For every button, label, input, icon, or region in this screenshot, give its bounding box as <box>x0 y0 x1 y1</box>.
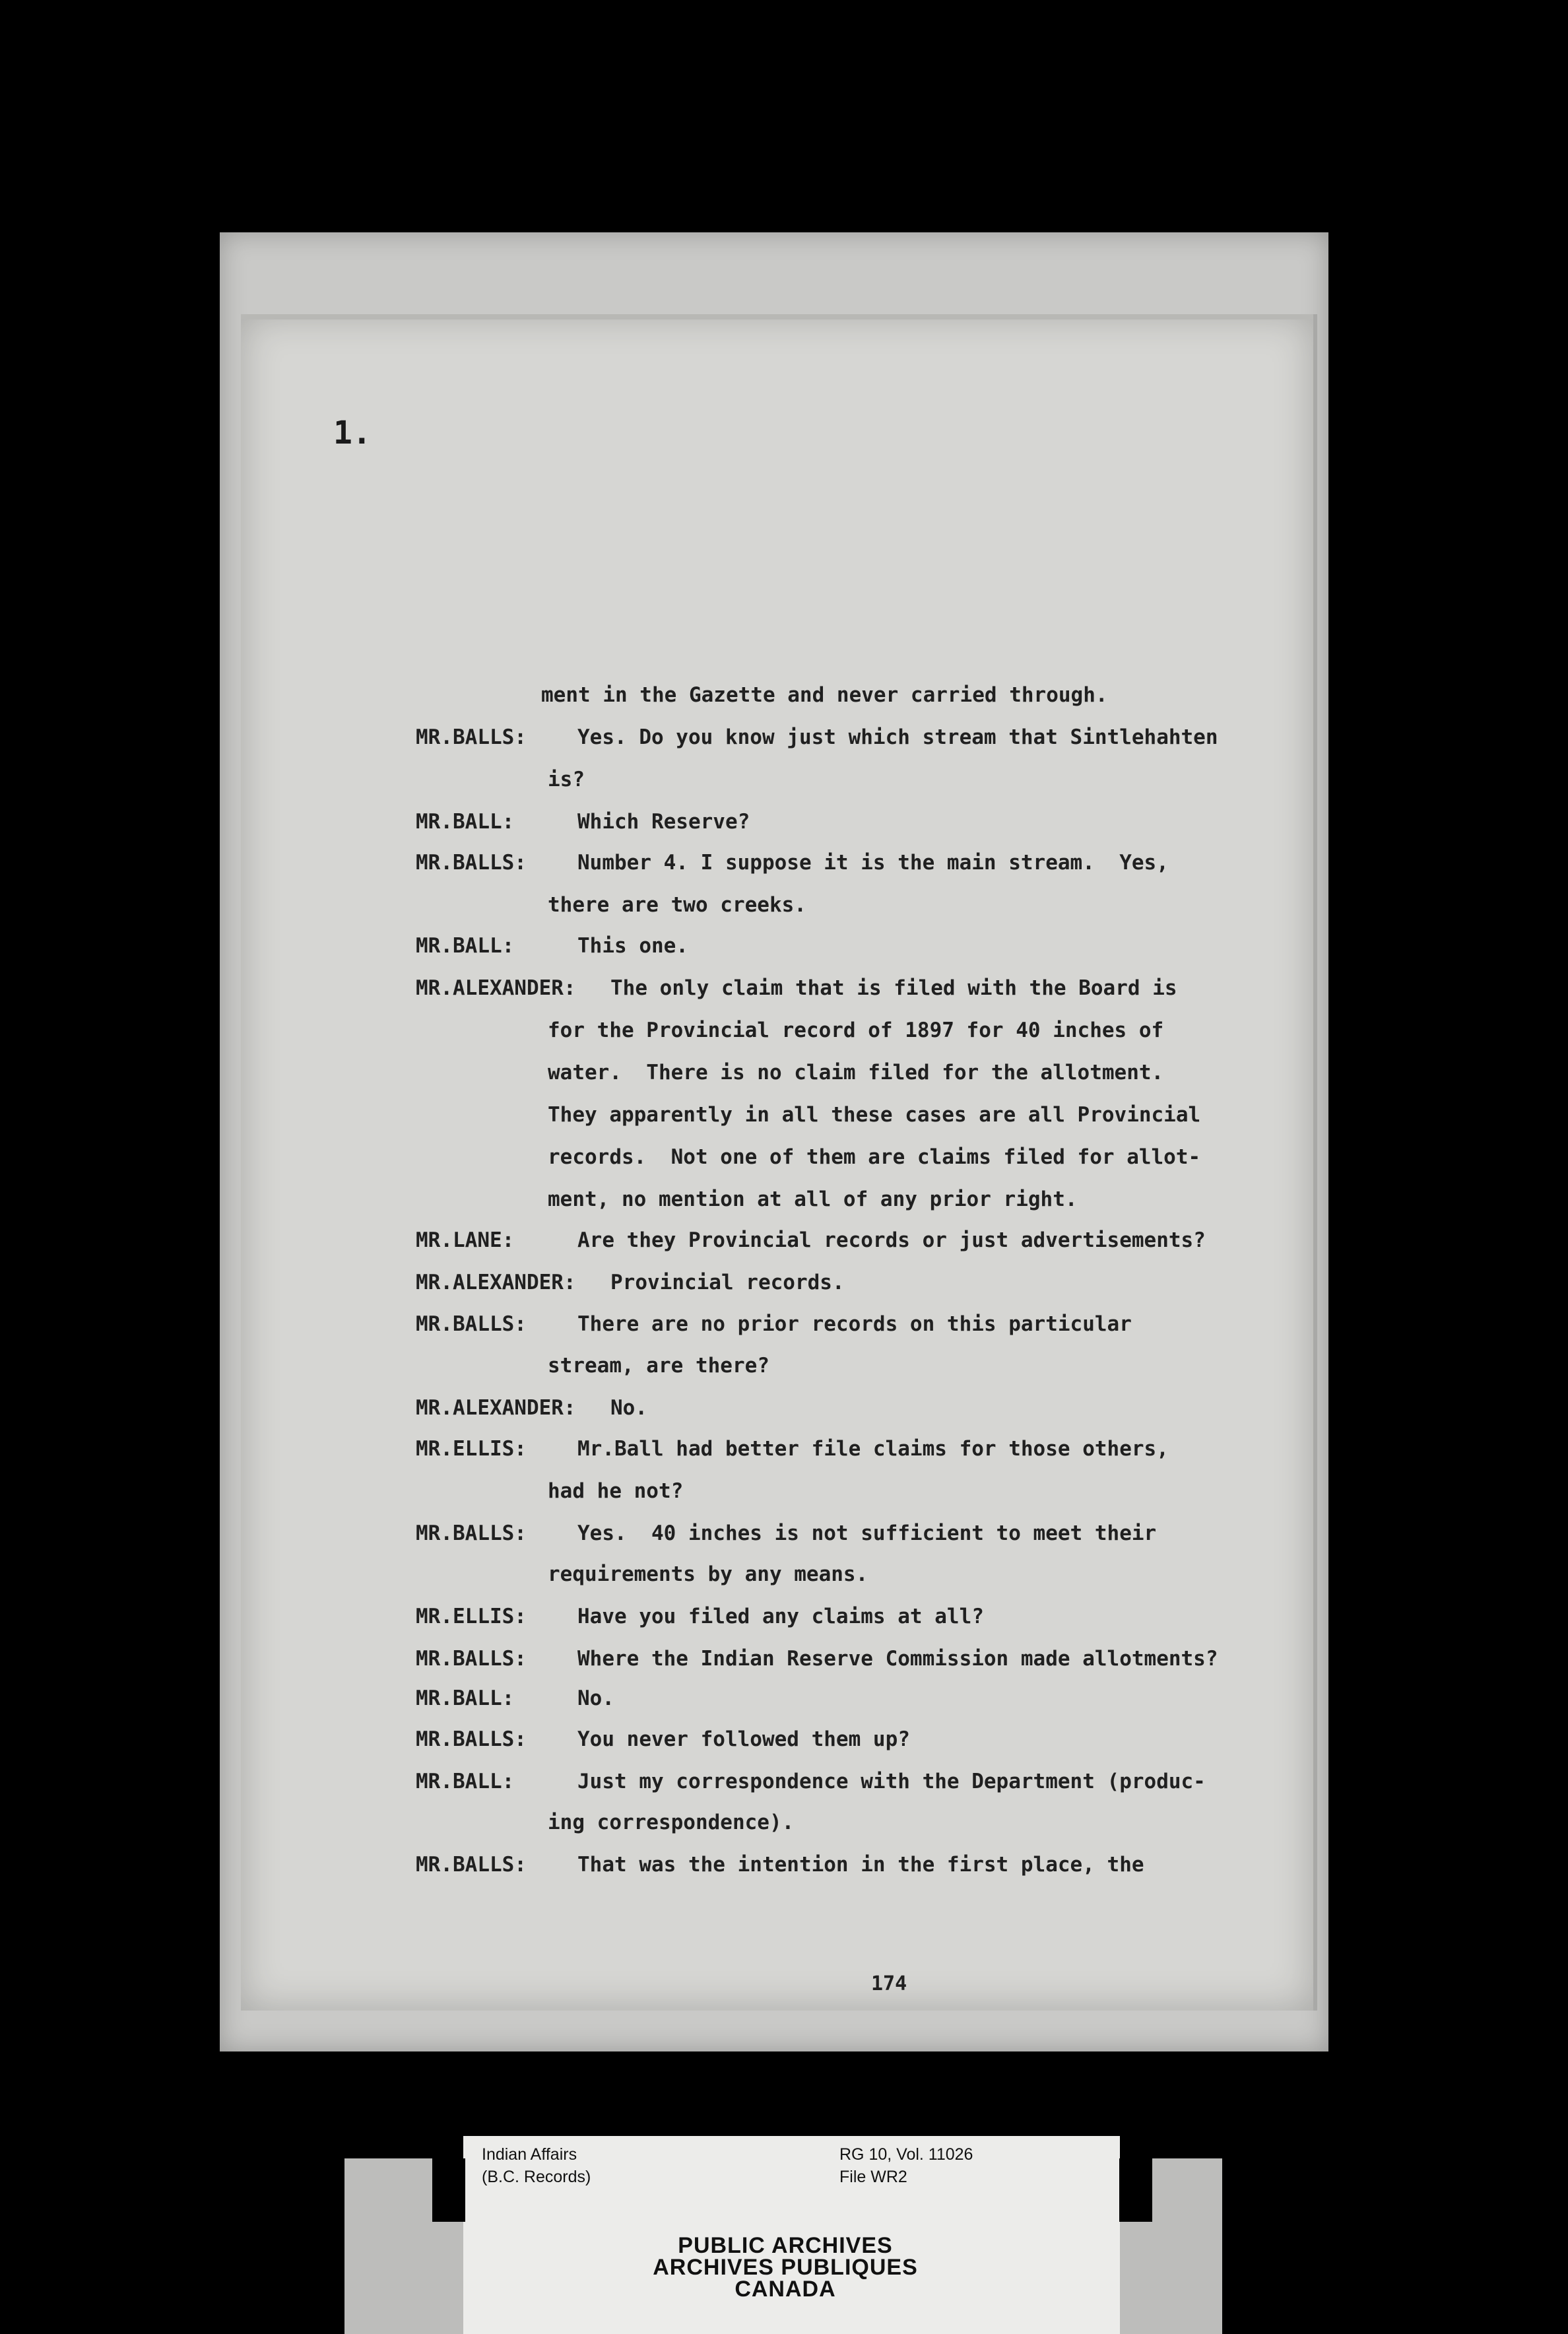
speech-text: There are no prior records on this particular <box>577 1312 1132 1336</box>
speaker-label: MR.BALL: <box>416 1686 515 1710</box>
label-tab-right <box>1119 2158 1152 2222</box>
speaker-label: MR.ALEXANDER: <box>416 1396 576 1420</box>
label-fonds: Indian Affairs <box>482 2145 577 2164</box>
speech-text: Provincial records. <box>610 1271 845 1294</box>
speaker-label: MR.BALLS: <box>416 1521 527 1545</box>
speech-text: No. <box>577 1686 614 1710</box>
archives-stamp-line-1: PUBLIC ARCHIVES <box>678 2233 893 2258</box>
speaker-label: MR.BALLS: <box>416 1853 527 1877</box>
speech-text: Yes. Do you know just which stream that Sintlehahten <box>577 725 1218 749</box>
speaker-label: MR.ALEXANDER: <box>416 1271 576 1294</box>
speaker-label: MR.BALLS: <box>416 1312 527 1336</box>
speech-text: Just my correspondence with the Department (produc- <box>577 1770 1206 1793</box>
speaker-label: MR.BALL: <box>416 934 515 958</box>
speech-text: Are they Provincial records or just advertisements? <box>577 1228 1206 1252</box>
label-tab-left <box>432 2158 465 2222</box>
continuation-text: water. There is no claim filed for the allotment. <box>548 1061 1164 1084</box>
speech-text: Number 4. I suppose it is the main stream. Yes, <box>577 851 1169 875</box>
speech-text: Which Reserve? <box>577 810 750 834</box>
margin-mark: 1. <box>333 415 372 451</box>
speech-text: Where the Indian Reserve Commission made allotments? <box>577 1647 1218 1671</box>
speaker-label: MR.LANE: <box>416 1228 515 1252</box>
continuation-text: had he not? <box>548 1479 684 1503</box>
continuation-text: ment in the Gazette and never carried through. <box>541 683 1108 707</box>
continuation-text: stream, are there? <box>548 1354 769 1378</box>
speech-text: This one. <box>577 934 688 958</box>
page-top-edge <box>241 314 1313 319</box>
label-series: (B.C. Records) <box>482 2168 591 2186</box>
continuation-text: requirements by any means. <box>548 1562 868 1586</box>
speech-text: Have you filed any claims at all? <box>577 1605 984 1628</box>
continuation-text: They apparently in all these cases are all Provincial <box>548 1103 1201 1127</box>
speaker-label: MR.ELLIS: <box>416 1437 527 1461</box>
speech-text: Yes. 40 inches is not sufficient to meet their <box>577 1521 1157 1545</box>
continuation-text: records. Not one of them are claims filed for allot- <box>548 1145 1201 1169</box>
speaker-label: MR.BALL: <box>416 1770 515 1793</box>
speaker-label: MR.ELLIS: <box>416 1605 527 1628</box>
speech-text: You never followed them up? <box>577 1727 910 1751</box>
speech-text: Mr.Ball had better file claims for those others, <box>577 1437 1169 1461</box>
continuation-text: is? <box>548 768 585 791</box>
speaker-label: MR.BALLS: <box>416 725 527 749</box>
page-number: 174 <box>871 1972 907 1995</box>
speech-text: That was the intention in the first place, the <box>577 1853 1144 1877</box>
speech-text: The only claim that is filed with the Board is <box>610 976 1177 1000</box>
speaker-label: MR.BALL: <box>416 810 515 834</box>
continuation-text: ment, no mention at all of any prior right. <box>548 1187 1078 1211</box>
speaker-label: MR.BALLS: <box>416 851 527 875</box>
speech-text: No. <box>610 1396 647 1420</box>
continuation-text: there are two creeks. <box>548 893 806 917</box>
speaker-label: MR.ALEXANDER: <box>416 976 576 1000</box>
transcript-body <box>416 683 1293 2003</box>
continuation-text: ing correspondence). <box>548 1811 795 1834</box>
label-file: File WR2 <box>839 2168 907 2186</box>
speaker-label: MR.BALLS: <box>416 1727 527 1751</box>
archives-stamp-line-3: CANADA <box>735 2277 836 2302</box>
speaker-label: MR.BALLS: <box>416 1647 527 1671</box>
label-reference: RG 10, Vol. 11026 <box>839 2145 973 2164</box>
archives-stamp-line-2: ARCHIVES PUBLIQUES <box>653 2255 918 2280</box>
continuation-text: for the Provincial record of 1897 for 40 inches of <box>548 1018 1164 1042</box>
